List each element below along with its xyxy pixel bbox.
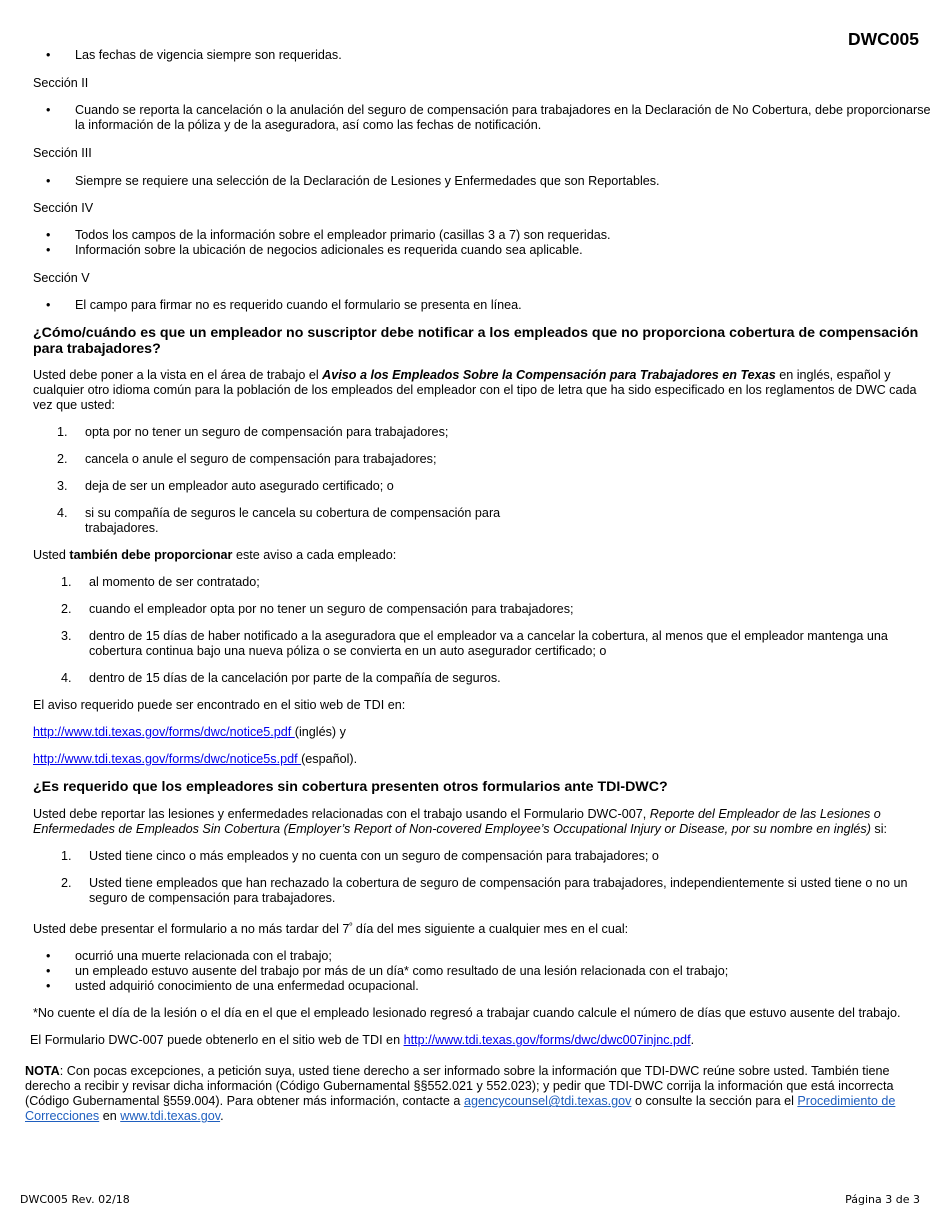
form-id-header: DWC005 [848,29,919,49]
footnote: *No cuente el día de la lesión o el día en el que el empleado lesionado regresó a trabajar cuando calcule el número de días que estuvo ausente del trabajo. [33,1006,901,1021]
notice5s-link[interactable]: http://www.tdi.texas.gov/forms/dwc/notice5s.pdf [33,752,302,766]
section5-label: Sección V [33,271,90,285]
notice-link-es-line: http://www.tdi.texas.gov/forms/dwc/notice5s.pdf (español). [33,752,358,766]
list-item: 3. dentro de 15 días de haber notificado a la aseguradora que el empleador va a cancelar la cobertura, al menos que el empleador mantenga una cobertura continua bajo una nueva póliza o se convierta en un auto asegurador certificado; o [61,629,888,658]
notify-intro-pre: Usted debe poner a la vista en el área de trabajo el [33,368,323,382]
footer-revision: DWC005 Rev. 02/18 [20,1193,130,1206]
list-item: 2. cancela o anule el seguro de compensación para trabajadores; [57,452,437,466]
notify-list1 [33,425,933,536]
list-item: • Siempre se requiere una selección de la Declaración de Lesiones y Enfermedades que son Reportables. [33,174,933,189]
list-item: 1. al momento de ser contratado; [61,575,260,589]
list-item: 4. si su compañía de seguros le cancela su cobertura de compensación para trabajadores. [57,506,501,535]
note-label: NOTA [25,1064,60,1079]
list-item: 2. cuando el empleador opta por no tener un seguro de compensación para trabajadores; [61,602,574,616]
section4-bullets [33,228,933,258]
notify-intro [33,368,933,413]
footer-page-number: Página 3 de 3 [845,1193,920,1206]
list-item: • El campo para firmar no es requerido cuando el formulario se presenta en línea. [33,298,933,313]
tdi-site-link[interactable]: www.tdi.texas.gov [120,1109,221,1124]
notify-found: El aviso requerido puede ser encontrado en el sitio web de TDI en: [33,698,406,712]
list-item: • un empleado estuvo ausente del trabajo por más de un día* como resultado de una lesión relacionada con el trabajo; [33,964,933,979]
notice5-link[interactable]: http://www.tdi.texas.gov/forms/dwc/notice5.pdf [33,725,295,739]
list-item: • usted adquirió conocimiento de una enfermedad ocupacional. [33,979,933,994]
list-item: 1. Usted tiene cinco o más empleados y no cuenta con un seguro de compensación para trabajadores; o [61,849,659,863]
section3-bullets [33,174,933,189]
agency-email-link[interactable]: agencycounsel@tdi.texas.gov [463,1094,632,1109]
list-item: • Información sobre la ubicación de negocios adicionales es requerida cuando sea aplicable. [33,243,933,258]
section5-bullets [33,298,933,313]
page-content [25,48,933,1124]
section3-label: Sección III [33,146,92,160]
deadline-text: Usted debe presentar el formulario a no más tardar del $7^º$ día del mes siguiente a cualquier mes en el cual: [33,921,629,937]
obtain-form-line: El Formulario DWC-007 puede obtenerlo en el sitio web de TDI en http://www.tdi.texas.gov/forms/dwc/dwc007injnc.pdf. [30,1033,695,1048]
deadline-bullets [33,949,933,994]
notice-title: Aviso a los Empleados Sobre la Compensación para Trabajadores en Texas [322,368,776,382]
notify-intro-post: en inglés, español y cualquier otro idioma común para la población de los empleados del empleador con el tipo de letra que ha sido especificado en los reglamentos de DWC cada vez que usted: [33,368,917,412]
section2-label: Sección II [33,76,89,90]
form-title-italic: Reporte del Empleador de las Lesiones o Enfermedades de Empleados Sin Cobertura (Employer’s Report of Non-covered Employee’s Occupational Injury or Disease, por su nombre en inglés) [33,807,881,836]
list-item: 1. opta por no tener un seguro de compensación para trabajadores; [57,425,449,439]
section2-bullets [33,103,933,133]
notify-list2 [33,575,933,686]
list-item: 3. deja de ser un empleador auto asegurado certificado; o [57,479,394,493]
list-item: 2. Usted tiene empleados que han rechazado la cobertura de seguro de compensación para trabajadores, independientemente si usted tiene o no un seguro de compensación para trabajadores. [61,876,908,905]
list-item: • ocurrió una muerte relacionada con el trabajo; [33,949,933,964]
dwc007-link[interactable]: http://www.tdi.texas.gov/forms/dwc/dwc007injnc.pdf [403,1033,691,1048]
other-forms-heading: ¿Es requerido que los empleadores sin cobertura presenten otros formularios ante TDI-DWC? [33,779,668,795]
emphasis: también debe proporcionar [69,548,233,562]
other-forms-intro: Usted debe reportar las lesiones y enfermedades relacionadas con el trabajo usando el Formulario DWC-007, Reporte del Empleador de las Lesiones o Enfermedades de Empleados Sin Cobertura (Employer’s Report of Non-covered Employee’s Occupational Injury or Disease, por su nombre en inglés) si: [33,807,888,836]
other-forms-list [33,849,933,906]
list-item: 4. dentro de 15 días de la cancelación por parte de la compañía de seguros. [61,671,501,685]
corrections-procedure-link[interactable]: Procedimiento de Correcciones [25,1094,896,1124]
section4-label: Sección IV [33,201,94,215]
list-item: • Cuando se reporta la cancelación o la anulación del seguro de compensación para trabajadores en la Declaración de No Cobertura, debe proporcionarse la información de la póliza y de la aseguradora, así como las fechas de notificación. [33,103,933,133]
notice-link-en-line: http://www.tdi.texas.gov/forms/dwc/notice5.pdf (inglés) y [33,725,346,739]
notify-also: Usted también debe proporcionar este aviso a cada empleado: [33,548,397,562]
note-paragraph: NOTA: Con pocas excepciones, a petición suya, usted tiene derecho a ser informado sobre la información que TDI-DWC reúne sobre usted. También tiene derecho a recibir y revisar dicha información (Código Gubernamental §§552.021 y 552.023); y pedir que TDI-DWC corrija la información que está incorrecta (Código Gubernamental §559.004). Para obtener más información, contacte a agencycounsel@tdi.texas.gov o consulte la sección para el Procedimiento de Correcciones en www.tdi.texas.gov. [25,1064,896,1124]
list-item: • Todos los campos de la información sobre el empleador primario (casillas 3 a 7) son requeridas. [33,228,933,243]
section1-bullets [33,48,933,63]
list-item: • Las fechas de vigencia siempre son requeridas. [33,48,933,63]
notify-heading: ¿Cómo/cuándo es que un empleador no suscriptor debe notificar a los empleados que no proporciona cobertura de compensación para trabajadores? [33,325,919,357]
